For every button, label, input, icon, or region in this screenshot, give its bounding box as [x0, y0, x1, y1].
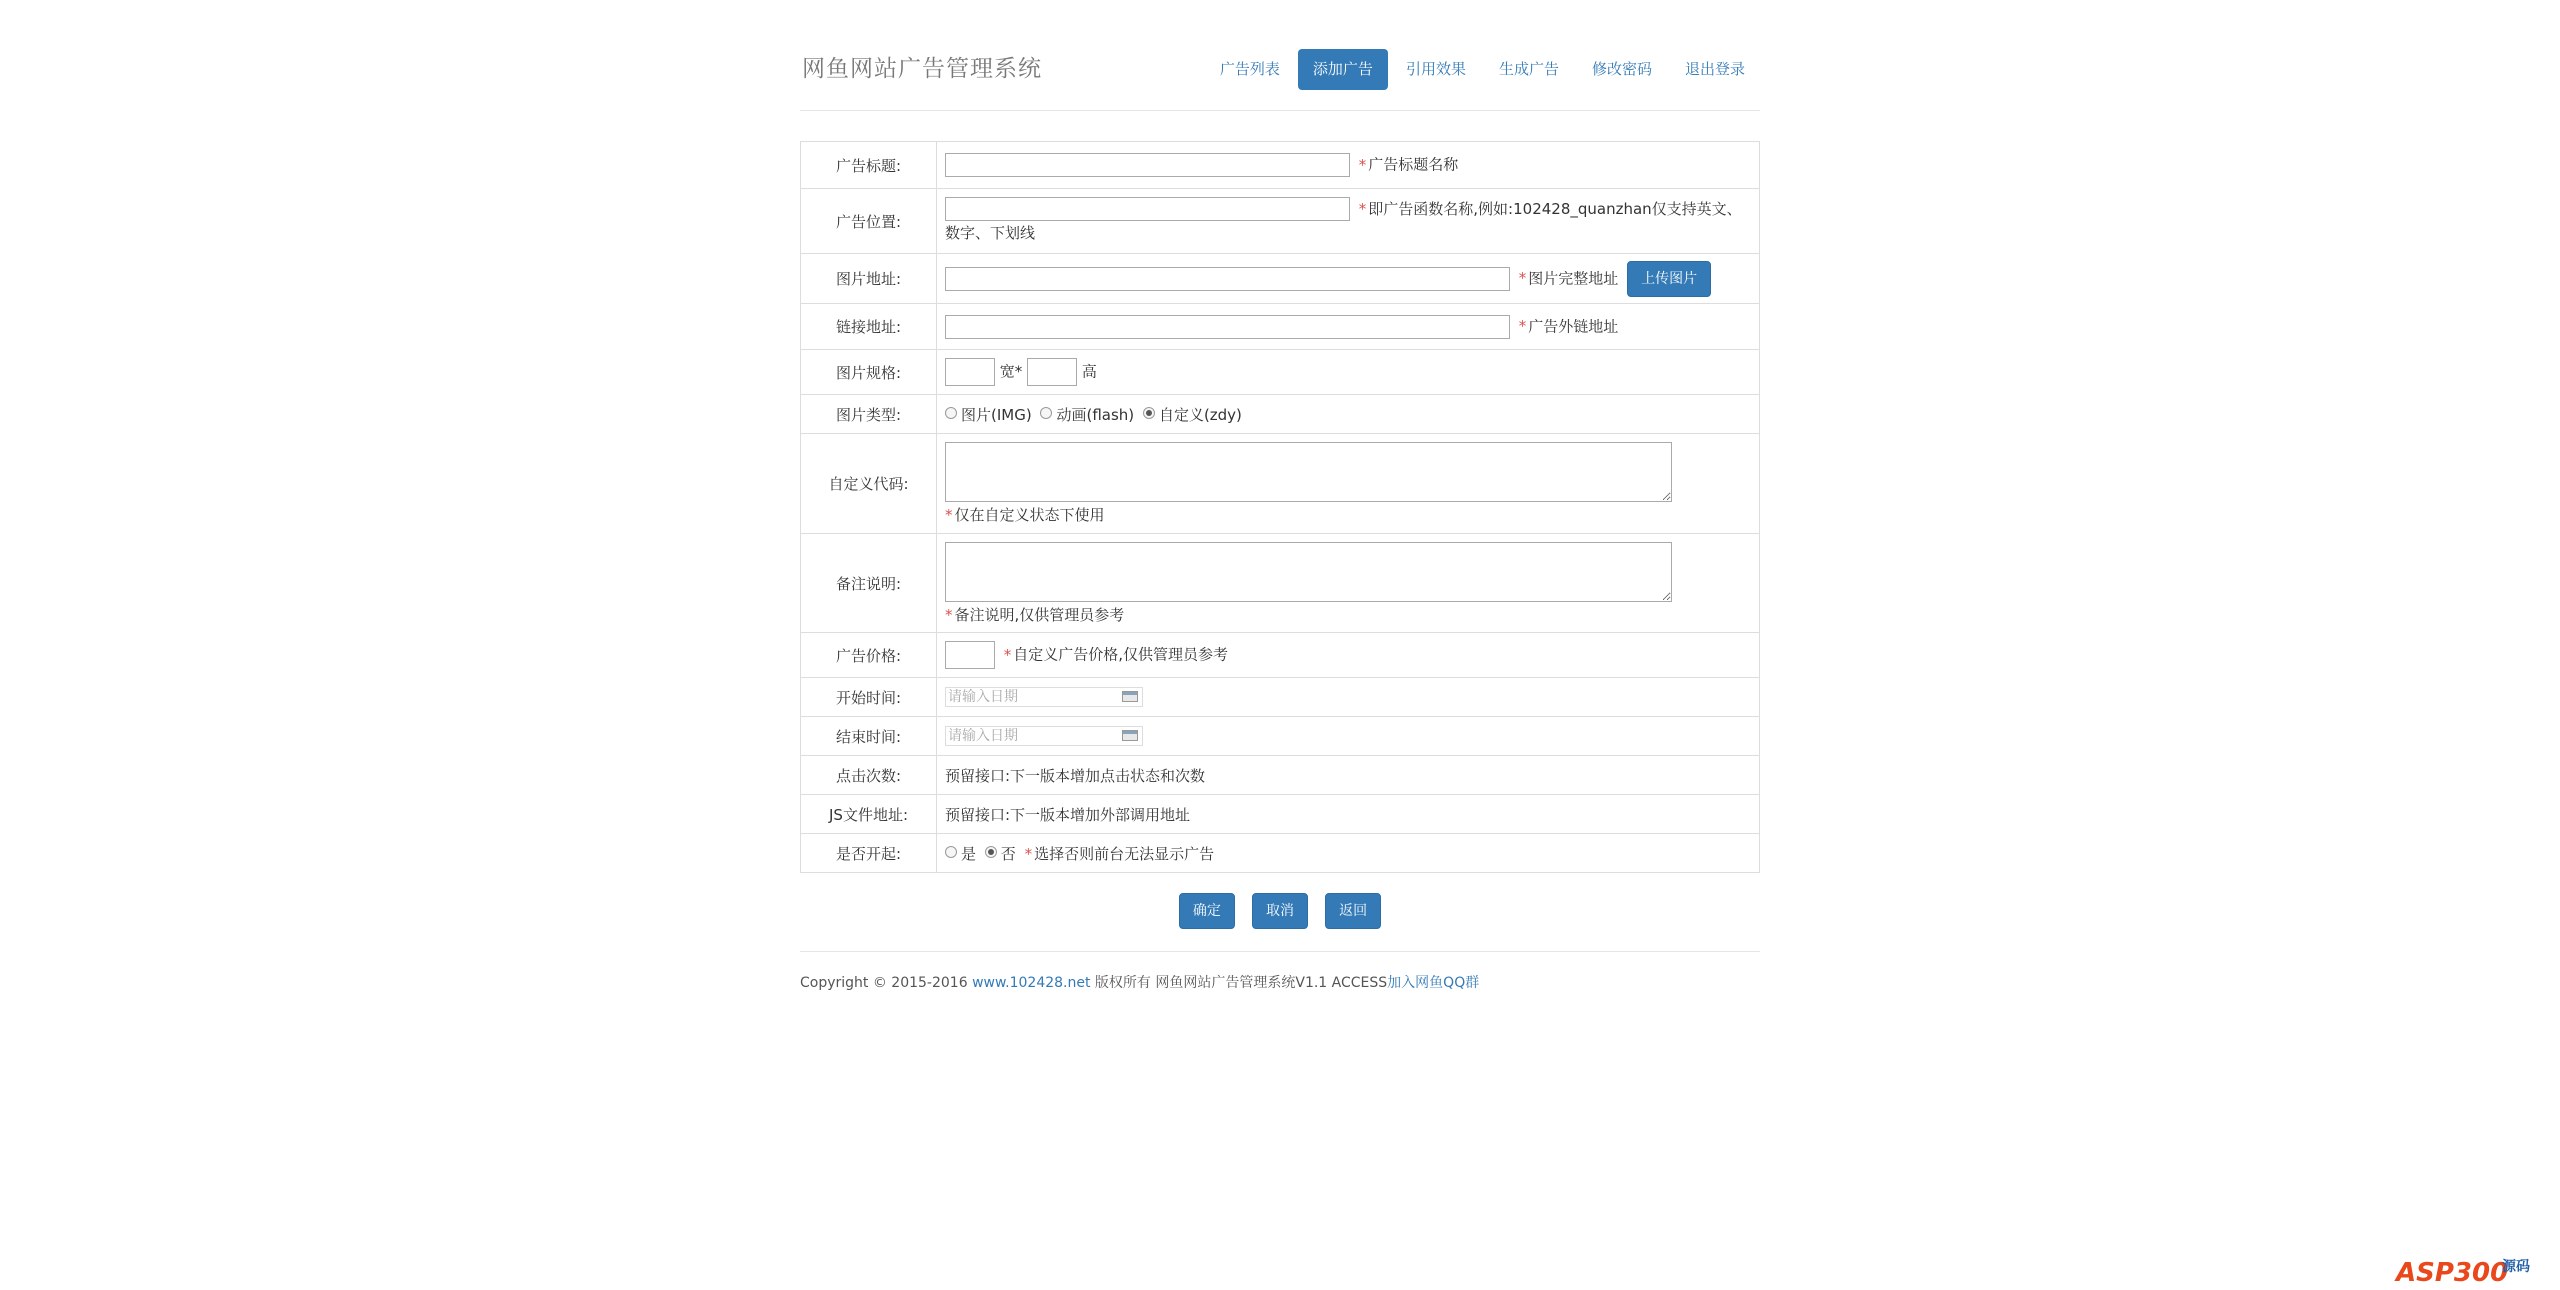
rights-text: 版权所有 网鱼网站广告管理系统V1.1 ACCESS: [1094, 975, 1388, 991]
remark-textarea[interactable]: [945, 542, 1672, 602]
remark-hint: 备注说明,仅供管理员参考: [954, 605, 1125, 624]
title-label: 广告标题:: [801, 142, 937, 189]
footer: [800, 951, 1760, 992]
enable-yes-radio[interactable]: [945, 846, 957, 858]
image-url-input[interactable]: [945, 267, 1510, 291]
start-date-placeholder: 请输入日期: [948, 689, 1018, 705]
required-mark: *: [1024, 844, 1033, 863]
nav-ad-list[interactable]: 广告列表: [1219, 60, 1280, 78]
row-start-time: [801, 678, 1760, 717]
custom-code-textarea[interactable]: [945, 442, 1672, 502]
image-label: 图片地址:: [801, 254, 937, 304]
header: [800, 0, 1760, 111]
position-label: 广告位置:: [801, 189, 937, 254]
height-text: 高: [1081, 362, 1097, 381]
row-type: [801, 395, 1760, 434]
nav-generate-ad[interactable]: 生成广告: [1498, 60, 1559, 78]
required-mark: *: [1518, 269, 1527, 287]
nav-logout[interactable]: 退出登录: [1684, 60, 1745, 78]
type-flash-label: 动画(flash): [1056, 405, 1135, 424]
js-url-label: JS文件地址:: [801, 795, 937, 834]
cancel-button[interactable]: 取消: [1252, 893, 1308, 929]
row-position: [801, 189, 1760, 254]
position-hint: 即广告函数名称,例如:102428_quanzhan仅支持英文、数字、下划线: [945, 199, 1742, 243]
image-hint: 图片完整地址: [1528, 269, 1619, 287]
top-nav: [1205, 49, 1760, 90]
required-mark: *: [1518, 317, 1527, 335]
row-size: [801, 350, 1760, 395]
enable-no-radio[interactable]: [985, 846, 997, 858]
enable-hint: 选择否则前台无法显示广告: [1034, 844, 1215, 863]
link-hint: 广告外链地址: [1528, 317, 1619, 335]
row-link: [801, 304, 1760, 350]
calendar-icon[interactable]: [1122, 691, 1138, 702]
watermark-sub: 源码: [2502, 1259, 2530, 1275]
app-title: 网鱼网站广告管理系统: [802, 56, 1042, 82]
type-custom-label: 自定义(zdy): [1158, 405, 1242, 424]
row-price: [801, 633, 1760, 678]
enable-no-label: 否: [1000, 844, 1016, 863]
js-url-text: 预留接口:下一版本增加外部调用地址: [937, 795, 1760, 834]
enable-yes-label: 是: [961, 844, 977, 863]
site-link[interactable]: www.102428.net: [972, 975, 1091, 991]
type-flash-radio[interactable]: [1040, 407, 1052, 419]
row-clicks: [801, 756, 1760, 795]
required-mark: *: [1358, 155, 1367, 174]
type-custom-radio[interactable]: [1143, 407, 1155, 419]
start-date-input[interactable]: [945, 687, 1143, 707]
custom-code-label: 自定义代码:: [801, 434, 937, 534]
row-custom-code: [801, 434, 1760, 534]
form-actions: [800, 893, 1760, 931]
row-enable: [801, 834, 1760, 873]
confirm-button[interactable]: 确定: [1179, 893, 1235, 929]
type-img-label: 图片(IMG): [961, 405, 1032, 424]
qq-group-link[interactable]: 加入网鱼QQ群: [1387, 975, 1480, 991]
required-mark: *: [945, 605, 953, 624]
required-mark: *: [1003, 645, 1012, 664]
upload-image-button[interactable]: 上传图片: [1627, 261, 1711, 297]
copyright-text: Copyright © 2015-2016: [800, 975, 968, 991]
clicks-label: 点击次数:: [801, 756, 937, 795]
remark-label: 备注说明:: [801, 534, 937, 633]
title-hint: 广告标题名称: [1368, 155, 1459, 174]
row-end-time: [801, 717, 1760, 756]
calendar-icon[interactable]: [1122, 730, 1138, 741]
price-label: 广告价格:: [801, 633, 937, 678]
nav-reference-effect[interactable]: 引用效果: [1405, 60, 1466, 78]
clicks-text: 预留接口:下一版本增加点击状态和次数: [937, 756, 1760, 795]
width-text: 宽*: [999, 362, 1023, 381]
title-input[interactable]: [945, 153, 1350, 177]
required-mark: *: [1358, 199, 1367, 218]
link-label: 链接地址:: [801, 304, 937, 350]
link-url-input[interactable]: [945, 315, 1510, 339]
price-hint: 自定义广告价格,仅供管理员参考: [1013, 645, 1229, 664]
position-input[interactable]: [945, 197, 1350, 221]
row-image: [801, 254, 1760, 304]
back-button[interactable]: 返回: [1325, 893, 1381, 929]
end-time-label: 结束时间:: [801, 717, 937, 756]
end-date-placeholder: 请输入日期: [948, 728, 1018, 744]
ad-form: [800, 141, 1760, 873]
price-input[interactable]: [945, 641, 995, 669]
type-img-radio[interactable]: [945, 407, 957, 419]
height-input[interactable]: [1027, 358, 1077, 386]
enable-label: 是否开起:: [801, 834, 937, 873]
nav-change-password[interactable]: 修改密码: [1591, 60, 1652, 78]
size-label: 图片规格:: [801, 350, 937, 395]
end-date-input[interactable]: [945, 726, 1143, 746]
type-label: 图片类型:: [801, 395, 937, 434]
start-time-label: 开始时间:: [801, 678, 937, 717]
custom-code-hint: 仅在自定义状态下使用: [954, 506, 1105, 524]
row-remark: [801, 534, 1760, 633]
page-container: [800, 0, 1760, 992]
width-input[interactable]: [945, 358, 995, 386]
asp300-watermark-logo: [2394, 1253, 2534, 1287]
row-title: [801, 142, 1760, 189]
row-js-url: [801, 795, 1760, 834]
nav-add-ad[interactable]: 添加广告: [1298, 49, 1388, 90]
watermark-text: ASP300: [2396, 1258, 2509, 1287]
required-mark: *: [945, 506, 953, 524]
